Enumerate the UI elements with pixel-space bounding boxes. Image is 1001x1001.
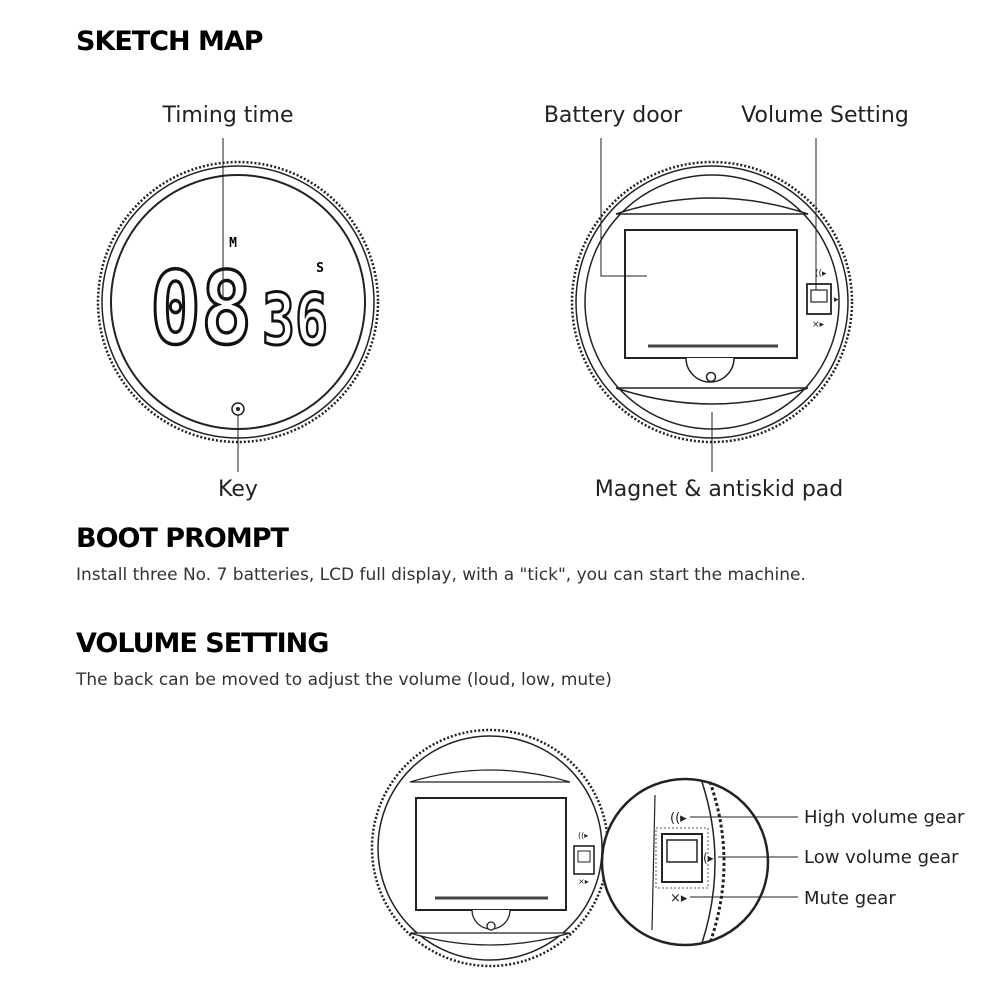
volume-setting-label: Volume Setting — [741, 103, 909, 128]
volume-switch-knob — [811, 290, 827, 302]
mute-gear-label: Mute gear — [804, 888, 896, 909]
volume-detail-view — [372, 730, 965, 966]
detail-battery-door — [416, 798, 566, 910]
boot-prompt-heading: BOOT PROMPT — [76, 523, 288, 554]
magnifier-low-icon: (▸ — [703, 851, 714, 865]
magnifier-high-icon: ((▸ — [670, 811, 687, 826]
latch-hole — [707, 373, 716, 382]
magnet-pad-label: Magnet & antiskid pad — [594, 477, 844, 502]
minutes-unit-label: M — [229, 236, 237, 251]
battery-door[interactable] — [625, 230, 797, 358]
detail-switch-knob — [578, 851, 590, 862]
start-key-button[interactable] — [232, 403, 244, 415]
boot-prompt-text: Install three No. 7 batteries, LCD full display, with a "tick", you can start the machine. — [76, 565, 806, 585]
high-volume-icon: ((▸ — [815, 269, 827, 279]
volume-setting-text: The back can be moved to adjust the volume (loud, low, mute) — [76, 670, 612, 690]
low-volume-icon: ▸ — [834, 295, 839, 305]
high-volume-gear-label: High volume gear — [804, 807, 965, 828]
battery-door-label: Battery door — [543, 103, 683, 128]
mute-icon: ×▸ — [812, 320, 825, 330]
lcd-seconds: 36 — [262, 279, 328, 361]
back-timer-view — [544, 103, 909, 502]
timing-time-label: Timing time — [162, 103, 294, 128]
lcd-minutes: 08 — [150, 250, 252, 367]
front-timer-view — [98, 103, 378, 502]
key-label: Key — [218, 477, 258, 502]
seconds-unit-label: S — [316, 261, 324, 276]
sketch-map-heading: SKETCH MAP — [76, 26, 263, 57]
volume-setting-heading: VOLUME SETTING — [76, 628, 329, 659]
magnifier-switch-knob — [667, 840, 697, 862]
detail-high-icon: ((▸ — [578, 831, 589, 840]
magnifier-mute-icon: ×▸ — [670, 891, 688, 906]
detail-latch-hole — [487, 922, 495, 930]
low-volume-gear-label: Low volume gear — [804, 847, 959, 868]
detail-mute-icon: ×▸ — [578, 877, 589, 886]
